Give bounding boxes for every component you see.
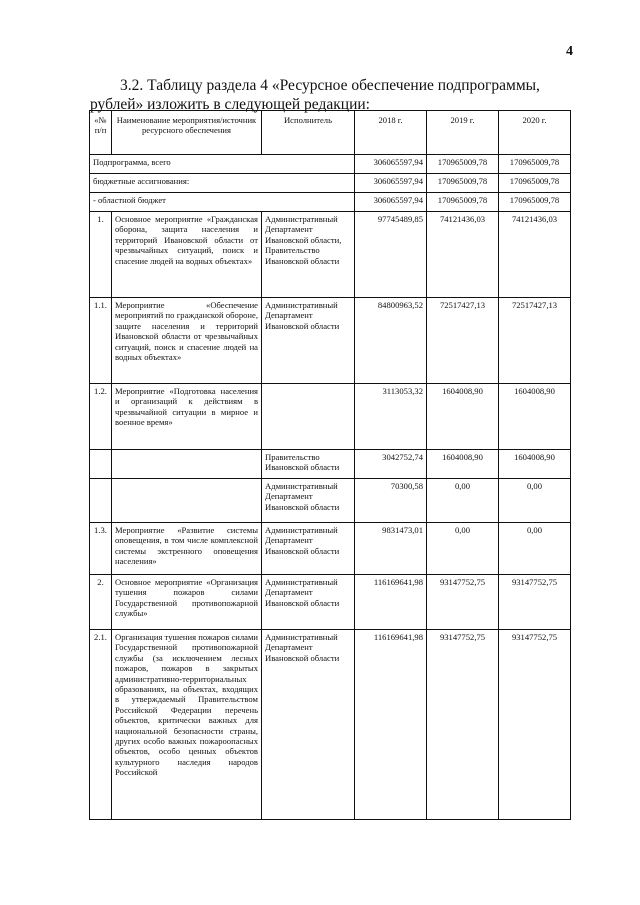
row-num: 1.3. — [90, 523, 112, 575]
row-2020: 93147752,75 — [499, 630, 571, 820]
row-num: 1. — [90, 212, 112, 298]
summary-2018: 306065597,94 — [355, 193, 427, 212]
row-2020: 1604008,90 — [499, 384, 571, 450]
summary-label: бюджетные ассигнования: — [90, 174, 355, 193]
table-row — [90, 212, 571, 298]
table-row — [90, 450, 571, 479]
header-2019: 2019 г. — [427, 111, 499, 155]
row-2020: 0,00 — [499, 523, 571, 575]
row-name: Основное мероприятие «Гражданская оборона, защита населения и территорий Ивановской области от чрезвычайных ситуаций, поиск и спасение людей на водных объектах» — [112, 212, 262, 298]
table-row — [90, 575, 571, 630]
row-name: Основное мероприятие «Организация тушения пожаров силами Государственной противопожарной службы» — [112, 575, 262, 630]
row-num — [90, 479, 112, 523]
row-2019: 74121436,03 — [427, 212, 499, 298]
row-2020: 74121436,03 — [499, 212, 571, 298]
row-executor: Административный Департамент Ивановской области — [262, 523, 355, 575]
intro-paragraph — [90, 76, 578, 114]
row-name: Организация тушения пожаров силами Государственной противопожарной службы (за исключением лесных пожаров, пожаров в закрытых административно-территориальных образованиях, на объектах, входящих в утверждаемый Правительством Российской Федерации перечень объектов, критически важных для национальной безопасности страны, других особо важных пожароопасных объектов, особо ценных объектов культурного наследия народов Российской — [112, 630, 262, 820]
row-2018: 116169641,98 — [355, 575, 427, 630]
table-row — [90, 298, 571, 384]
header-name: Наименование мероприятия/источник ресурсного обеспечения — [112, 111, 262, 155]
summary-label: Подпрограмма, всего — [90, 155, 355, 174]
summary-2019: 170965009,78 — [427, 174, 499, 193]
header-num: «№ п/п — [90, 111, 112, 155]
row-num: 2. — [90, 575, 112, 630]
row-executor: Административный Департамент Ивановской области — [262, 479, 355, 523]
row-name — [112, 450, 262, 479]
row-name: Мероприятие «Развитие системы оповещения, в том числе комплексной системы экстренного оповещения населения» — [112, 523, 262, 575]
row-num — [90, 450, 112, 479]
row-2018: 9831473,01 — [355, 523, 427, 575]
row-2020: 1604008,90 — [499, 450, 571, 479]
row-num: 2.1. — [90, 630, 112, 820]
row-executor — [262, 384, 355, 450]
table-row — [90, 479, 571, 523]
row-executor: Правительство Ивановской области — [262, 450, 355, 479]
table-row — [90, 523, 571, 575]
page-number: 4 — [566, 44, 573, 59]
summary-row-budget — [90, 174, 571, 193]
summary-2020: 170965009,78 — [499, 193, 571, 212]
row-executor: Административный Департамент Ивановской области — [262, 630, 355, 820]
row-2018: 3042752,74 — [355, 450, 427, 479]
table-header-row — [90, 111, 571, 155]
row-2019: 0,00 — [427, 523, 499, 575]
row-2018: 97745489,85 — [355, 212, 427, 298]
summary-row-total — [90, 155, 571, 174]
row-2020: 0,00 — [499, 479, 571, 523]
resource-table — [89, 110, 571, 820]
row-name: Мероприятие «Подготовка населения и организаций к действиям в чрезвычайной ситуации в мирное и военное время» — [112, 384, 262, 450]
row-2018: 84800963,52 — [355, 298, 427, 384]
row-2019: 93147752,75 — [427, 575, 499, 630]
row-2019: 1604008,90 — [427, 384, 499, 450]
summary-2019: 170965009,78 — [427, 193, 499, 212]
header-2020: 2020 г. — [499, 111, 571, 155]
row-2018: 3113053,32 — [355, 384, 427, 450]
table-row — [90, 384, 571, 450]
row-2019: 0,00 — [427, 479, 499, 523]
summary-2019: 170965009,78 — [427, 155, 499, 174]
table-row — [90, 630, 571, 820]
row-2020: 72517427,13 — [499, 298, 571, 384]
row-executor: Административный Департамент Ивановской области — [262, 298, 355, 384]
row-2019: 93147752,75 — [427, 630, 499, 820]
row-2020: 93147752,75 — [499, 575, 571, 630]
row-2019: 1604008,90 — [427, 450, 499, 479]
summary-2018: 306065597,94 — [355, 174, 427, 193]
row-2018: 70300,58 — [355, 479, 427, 523]
row-name — [112, 479, 262, 523]
row-num: 1.2. — [90, 384, 112, 450]
row-executor: Административный Департамент Ивановской области, Правительство Ивановской области — [262, 212, 355, 298]
intro-line-2: рублей» изложить в следующей редакции: — [90, 96, 370, 113]
row-name: Мероприятие «Обеспечение мероприятий по гражданской обороне, защите населения и территорий Ивановской области от чрезвычайных ситуаций, поиск и спасение людей на водных объектах» — [112, 298, 262, 384]
summary-2018: 306065597,94 — [355, 155, 427, 174]
summary-2020: 170965009,78 — [499, 174, 571, 193]
summary-2020: 170965009,78 — [499, 155, 571, 174]
row-num: 1.1. — [90, 298, 112, 384]
row-2018: 116169641,98 — [355, 630, 427, 820]
summary-row-regional — [90, 193, 571, 212]
summary-label: - областной бюджет — [90, 193, 355, 212]
row-executor: Административный Департамент Ивановской области — [262, 575, 355, 630]
row-2019: 72517427,13 — [427, 298, 499, 384]
header-executor: Исполнитель — [262, 111, 355, 155]
intro-line-1: 3.2. Таблицу раздела 4 «Ресурсное обеспечение подпрограммы, — [120, 77, 540, 94]
header-2018: 2018 г. — [355, 111, 427, 155]
